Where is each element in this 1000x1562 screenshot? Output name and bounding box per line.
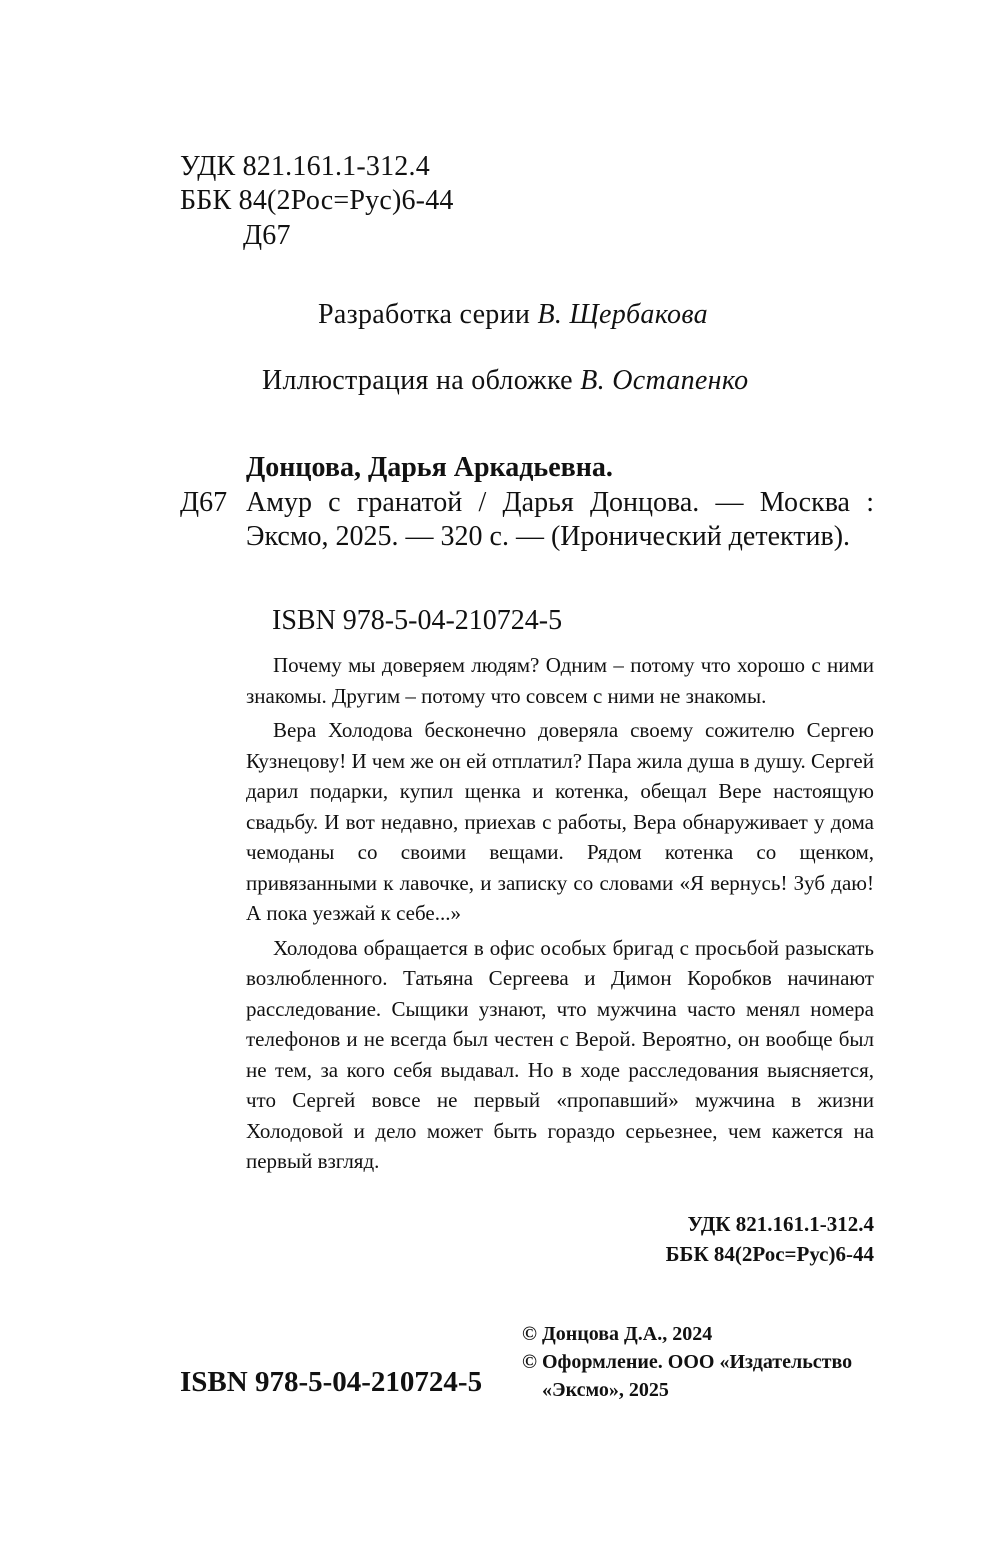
copyright-design: © Оформление. ООО «Издательство [522, 1351, 853, 1373]
annotation [246, 650, 874, 1181]
annotation-paragraph-1: Почему мы доверяем людям? Одним – потому что хорошо с ними знакомы. Другим – потому что совсем с ними не знакомы. [246, 653, 874, 708]
udk-bottom: УДК 821.161.1-312.4 [687, 1212, 874, 1236]
copyright-block [522, 1320, 902, 1404]
series-credit-name: В. Щербакова [537, 299, 708, 330]
copyright-publisher: «Эксмо», 2025 [542, 1379, 669, 1401]
cover-credit [262, 364, 748, 398]
isbn-bottom: ISBN 978-5-04-210724-5 [180, 1366, 483, 1398]
cover-credit-name: В. Остапенко [580, 365, 749, 396]
annotation-paragraph-2: Вера Холодова бесконечно доверяла своему сожителю Сергею Кузнецову! И чем же он ей отплатил? Пара жила душа в душу. Сергей дарил подарки, купил щенка и котенка, обещал Вере настоящую свадьбу. И вот недавно, приехав с работы, Вера обнаруживает у дома чемоданы со своими вещами. Рядом котенка со щенком, привязанными к лавочке, и записку со словами «Я вернусь! Зуб даю! А пока уезжай к себе...» [246, 718, 874, 925]
series-credit [318, 298, 708, 332]
copyright-author: © Донцова Д.А., 2024 [522, 1323, 713, 1345]
bibliographic-description: Амур с гранатой / Дарья Донцова. — Москва : Эксмо, 2025. — 320 с. — (Иронический детектив). [246, 487, 874, 552]
author-heading: Донцова, Дарья Аркадьевна. [246, 452, 613, 483]
udk-top: УДК 821.161.1-312.4 [180, 151, 430, 182]
bbk-bottom: ББК 84(2Рос=Рус)6-44 [665, 1242, 874, 1266]
author-code: Д67 [180, 487, 228, 518]
bbk-top: ББК 84(2Рос=Рус)6-44 [180, 185, 454, 216]
author-code-top: Д67 [243, 220, 291, 251]
isbn-record: ISBN 978-5-04-210724-5 [272, 605, 563, 636]
annotation-paragraph-3: Холодова обращается в офис особых бригад с просьбой разыскать возлюбленного. Татьяна Сергеева и Димон Коробков начинают расследование. Сыщики узнают, что мужчина часто менял номера телефонов и не всегда был честен с Верой. Вероятно, он вообще был не тем, за кого себя выдавал. Но в ходе расследования выясняется, что Сергей вовсе не первый «пропавший» мужчина в жизни Холодовой и дело может быть гораздо серьезнее, чем кажется на первый взгляд. [246, 935, 874, 1173]
cover-credit-label: Иллюстрация на обложке [262, 365, 581, 396]
series-credit-label: Разработка серии [318, 299, 538, 330]
